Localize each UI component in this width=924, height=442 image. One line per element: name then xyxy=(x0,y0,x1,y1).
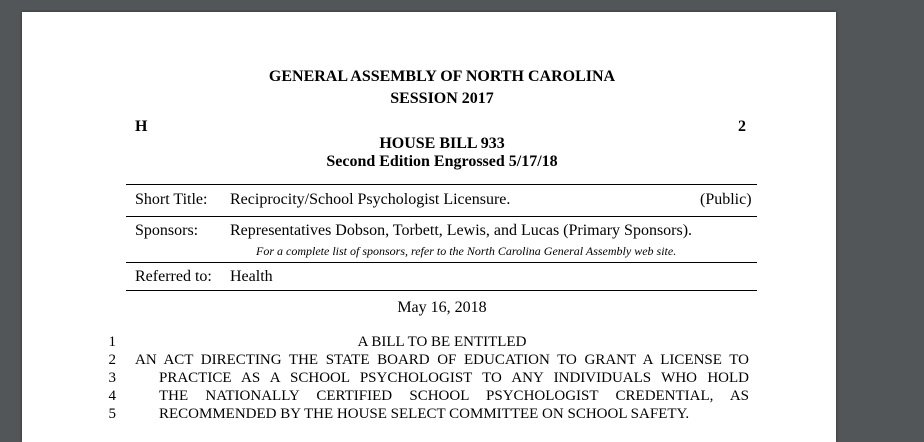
line-number: 3 xyxy=(108,370,116,386)
line-number: 2 xyxy=(108,352,116,368)
edition-label: Second Edition Engrossed 5/17/18 xyxy=(326,153,558,170)
edition-number: 2 xyxy=(738,118,746,135)
referred-label: Referred to: xyxy=(135,268,212,285)
session-heading: SESSION 2017 xyxy=(390,90,494,107)
introduction-date: May 16, 2018 xyxy=(397,299,487,316)
divider-sponsors xyxy=(126,262,757,263)
act-title-line: THE NATIONALLY CERTIFIED SCHOOL PSYCHOLOGIST CREDENTIAL, AS xyxy=(159,388,749,404)
short-title-label: Short Title: xyxy=(135,191,208,208)
divider-short-title xyxy=(126,216,757,217)
sponsors-note: For a complete list of sponsors, refer to the North Carolina General Assembly web site. xyxy=(256,244,677,258)
line-number: 1 xyxy=(108,334,116,350)
line-number: 5 xyxy=(108,406,116,422)
chamber-letter: H xyxy=(135,118,148,135)
sponsors: Representatives Dobson, Torbett, Lewis, and Lucas (Primary Sponsors). xyxy=(230,222,693,239)
bill-entitled-heading: A BILL TO BE ENTITLED xyxy=(357,334,527,350)
sponsors-label: Sponsors: xyxy=(135,222,199,239)
public-label: (Public) xyxy=(700,191,752,208)
document-page xyxy=(22,12,836,442)
bill-number: HOUSE BILL 933 xyxy=(379,135,505,152)
act-title-line: RECOMMENDED BY THE HOUSE SELECT COMMITTEE ON SCHOOL SAFETY. xyxy=(159,406,690,422)
referred-committee: Health xyxy=(230,268,273,285)
line-number: 4 xyxy=(108,388,116,404)
divider-referred xyxy=(126,290,757,291)
act-title-line: PRACTICE AS A SCHOOL PSYCHOLOGIST TO ANY INDIVIDUALS WHO HOLD xyxy=(159,370,749,386)
short-title: Reciprocity/School Psychologist Licensure. xyxy=(230,191,511,208)
assembly-heading: GENERAL ASSEMBLY OF NORTH CAROLINA xyxy=(268,68,616,85)
divider-top xyxy=(126,184,757,185)
act-title-line: AN ACT DIRECTING THE STATE BOARD OF EDUCATION TO GRANT A LICENSE TO xyxy=(135,352,749,368)
